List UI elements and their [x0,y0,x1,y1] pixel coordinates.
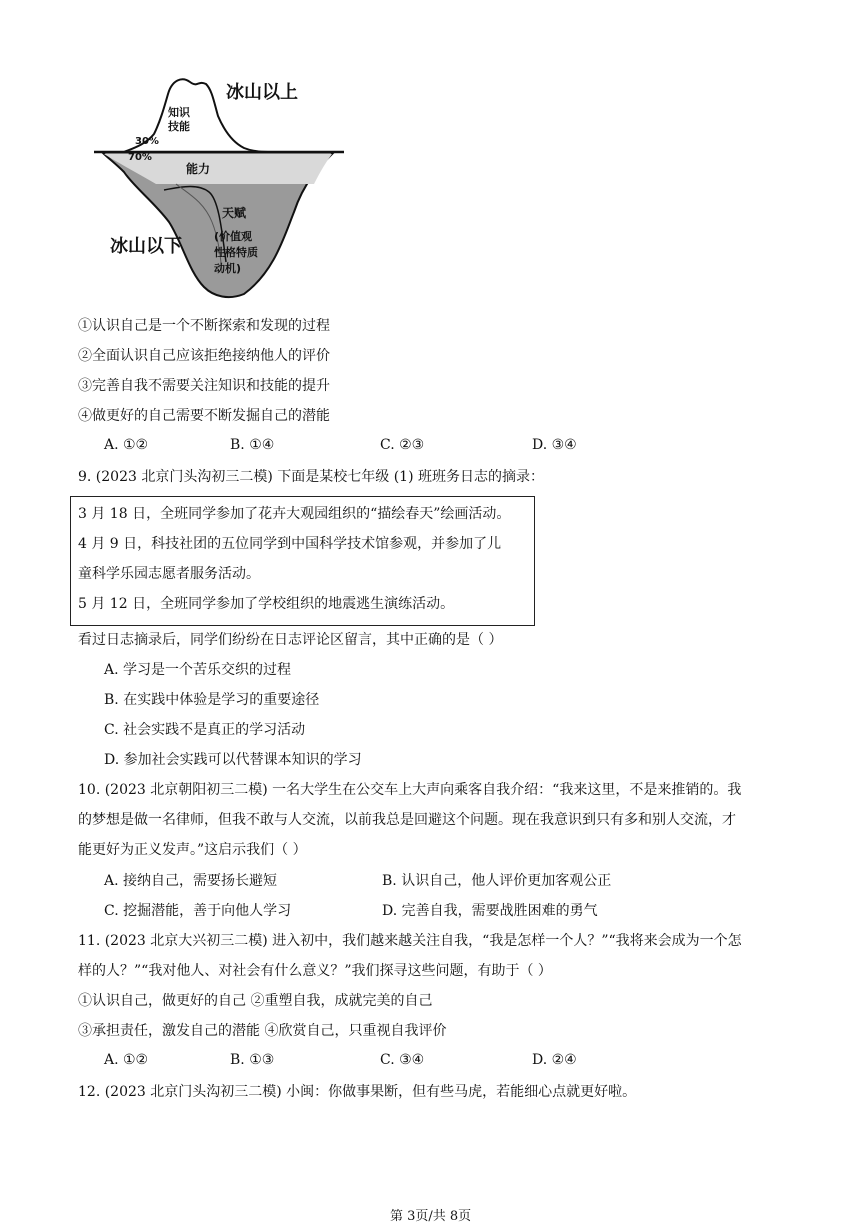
iceberg-talent-detail-1: (价值观 [214,230,253,243]
q8-option-a: A. ①② [104,437,149,453]
q11-statement: ①认识自己，做更好的自己 ②重塑自我，成就完美的自己 [78,993,433,1009]
q8-option-b: B. ①④ [230,437,275,453]
iceberg-ability-label: 能力 [186,162,211,176]
q9-option-a: A. 学习是一个苦乐交织的过程 [104,662,292,678]
q8-statement: ④做更好的自己需要不断发掘自己的潜能 [78,408,330,424]
q10-option-a: A. 接纳自己，需要扬长避短 [104,873,278,889]
iceberg-pct-top: 30% [135,136,159,147]
q10-line: 能更好为正义发声。”这启示我们（ ） [78,842,307,858]
q9-option-c: C. 社会实践不是真正的学习活动 [104,722,306,738]
page-number: 第 3页/共 8页 [390,1209,472,1224]
q11-option-d: D. ②④ [532,1052,577,1068]
iceberg-talent-detail-2: 性格特质 [214,246,258,259]
q12-stem: 12. (2023 北京门头沟初三二模) 小闽：你做事果断，但有些马虎，若能细心点就更好啦。 [78,1084,637,1100]
q9-log-line: 3 月 18 日，全班同学参加了花卉大观园组织的“描绘春天”绘画活动。 [78,506,511,522]
iceberg-talent-detail-3: 动机) [214,262,242,275]
q10-line: 的梦想是做一名律师，但我不敢与人交流，以前我总是回避这个问题。现在我意识到只有多和别人交流，才 [78,812,736,828]
q11-option-c: C. ③④ [380,1052,425,1068]
q8-option-d: D. ③④ [532,437,577,453]
iceberg-above-label: 冰山以上 [226,82,298,103]
q11-statement: ③承担责任，激发自己的潜能 ④欣赏自己，只重视自我评价 [78,1023,447,1039]
q11-line: 样的人？”“我对他人、对社会有什么意义？”我们探寻这些问题，有助于（ ） [78,963,552,979]
iceberg-tip-label-2: 技能 [168,120,190,133]
q9-log-line: 4 月 9 日，科技社团的五位同学到中国科学技术馆参观，并参加了儿 [78,536,502,552]
q9-option-b: B. 在实践中体验是学习的重要途径 [104,692,320,708]
q11-option-b: B. ①③ [230,1052,275,1068]
q8-statement: ②全面认识自己应该拒绝接纳他人的评价 [78,348,330,364]
q9-after: 看过日志摘录后，同学们纷纷在日志评论区留言，其中正确的是（ ） [78,632,503,648]
q9-option-d: D. 参加社会实践可以代替课本知识的学习 [104,752,362,768]
q11-line: 11. (2023 北京大兴初三二模) 进入初中，我们越来越关注自我，“我是怎样一个人？”“我将来会成为一个怎 [78,933,742,949]
q9-log-line: 童科学乐园志愿者服务活动。 [78,566,260,582]
iceberg-figure [94,72,344,306]
iceberg-pct-bottom: 70% [128,152,152,163]
q8-statement: ①认识自己是一个不断探索和发现的过程 [78,318,330,334]
q9-stem: 9. (2023 北京门头沟初三二模) 下面是某校七年级 (1) 班班务日志的摘录： [78,469,544,485]
q11-option-a: A. ①② [104,1052,149,1068]
q9-log-line: 5 月 12 日，全班同学参加了学校组织的地震逃生演练活动。 [78,596,455,612]
q10-option-b: B. 认识自己，他人评价更加客观公正 [382,873,612,889]
q10-option-d: D. 完善自我，需要战胜困难的勇气 [382,903,598,919]
iceberg-tip-label-1: 知识 [168,106,190,119]
q8-statement: ③完善自我不需要关注知识和技能的提升 [78,378,330,394]
iceberg-talent-label: 天赋 [222,206,247,220]
iceberg-below-label: 冰山以下 [110,236,182,257]
q8-option-c: C. ②③ [380,437,425,453]
q10-option-c: C. 挖掘潜能，善于向他人学习 [104,903,292,919]
q10-line: 10. (2023 北京朝阳初三二模) 一名大学生在公交车上大声向乘客自我介绍：“我来这里，不是来推销的。我 [78,782,742,798]
